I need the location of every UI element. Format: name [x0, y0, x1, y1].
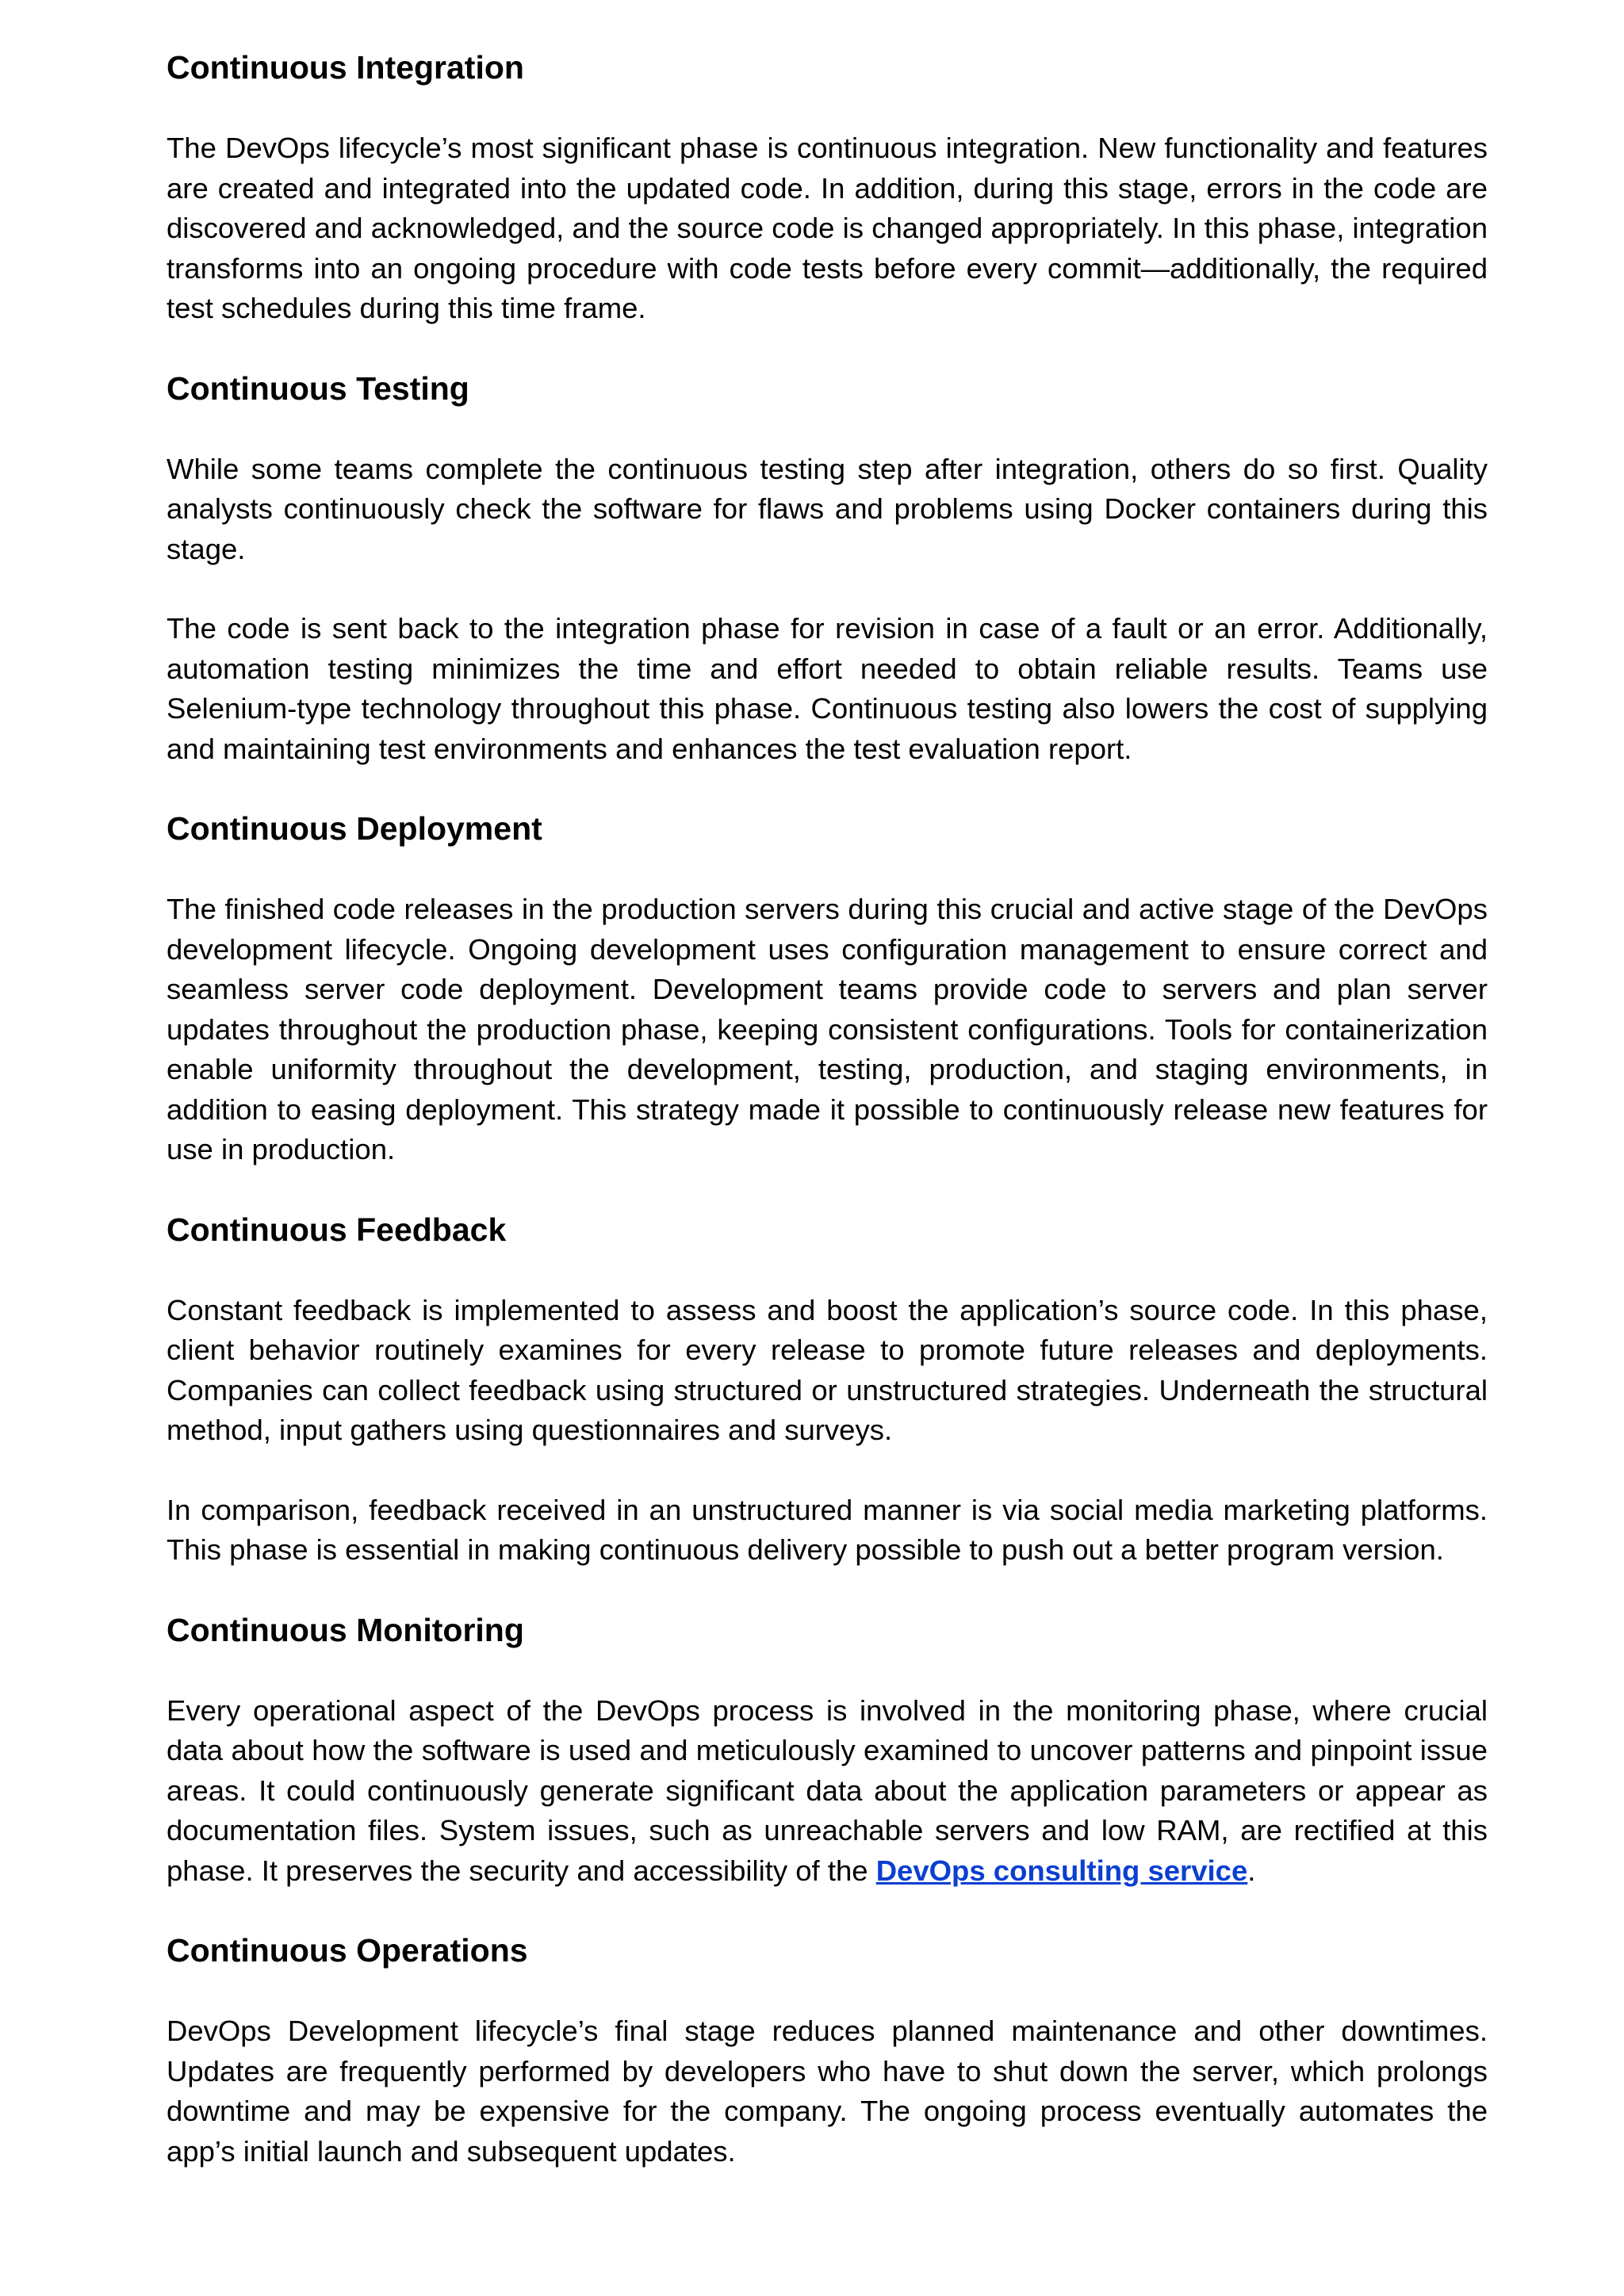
section-continuous-monitoring: [167, 1610, 1488, 1892]
paragraph: In comparison, feedback received in an unstructured manner is via social media marketing platforms. This phase is essential in making continuous delivery possible to push out a better program version.: [167, 1493, 1488, 1566]
section-heading: Continuous Testing: [167, 369, 469, 407]
document-page: [167, 48, 1488, 2211]
paragraph: DevOps Development lifecycle’s final stage reduces planned maintenance and other downtimes. Updates are frequently performed by developers who have to shut down the server, which prolongs downtime and may be expensive for the company. The ongoing process eventually automates the app’s initial launch and subsequent updates.: [167, 2015, 1488, 2168]
section-continuous-feedback: [167, 1210, 1488, 1571]
paragraph: While some teams complete the continuous testing step after integration, others do so first. Quality analysts continuously check the software for flaws and problems using Docker containers during this stage.: [167, 452, 1488, 565]
paragraph-text: Every operational aspect of the DevOps process is involved in the monitoring phase, where crucial data about how the software is used and meticulously examined to uncover patterns and pinpoint issue areas. It could continuously generate significant data about the application parameters or appear as documentation files. System issues, such as unreachable servers and low RAM, are rectified at this phase. It preserves the security and accessibility of the: [167, 1693, 1488, 1887]
paragraph: [167, 1691, 1488, 1892]
section-heading: Continuous Monitoring: [167, 1611, 524, 1648]
section-heading: Continuous Operations: [167, 1932, 528, 1969]
section-heading: Continuous Feedback: [167, 1211, 507, 1248]
section-continuous-testing: [167, 369, 1488, 770]
paragraph: The code is sent back to the integration phase for revision in case of a fault or an error. Additionally, automation testing minimizes the time and effort needed to obtain reliable results. Teams use Selenium-type technology throughout this phase. Continuous testing also lowers the cost of supplying and maintaining test environments and enhances the test evaluation report.: [167, 612, 1488, 765]
paragraph: The DevOps lifecycle’s most significant phase is continuous integration. New functionality and features are created and integrated into the updated code. In addition, during this stage, errors in the code are discovered and acknowledged, and the source code is changed appropriately. In this phase, integration transforms into an ongoing procedure with code tests before every commit—additionally, the required test schedules during this time frame.: [167, 132, 1488, 324]
section-continuous-deployment: [167, 809, 1488, 1170]
section-continuous-integration: [167, 48, 1488, 329]
paragraph: The finished code releases in the production servers during this crucial and active stage of the DevOps development lifecycle. Ongoing development uses configuration management to ensure correct and seamless server code deployment. Development teams provide code to servers and plan server updates throughout the production phase, keeping consistent configurations. Tools for containerization enable uniformity throughout the development, testing, production, and staging environments, in addition to easing deployment. This strategy made it possible to continuously release new features for use in production.: [167, 893, 1488, 1165]
devops-consulting-service-link[interactable]: DevOps consulting service: [875, 1854, 1248, 1887]
section-heading: Continuous Integration: [167, 49, 524, 86]
paragraph-text-end: .: [1247, 1854, 1256, 1887]
section-continuous-operations: [167, 1931, 1488, 2172]
section-heading: Continuous Deployment: [167, 810, 542, 847]
paragraph: Constant feedback is implemented to assess and boost the application’s source code. In this phase, client behavior routinely examines for every release to promote future releases and deployments. Companies can collect feedback using structured or unstructured strategies. Underneath the structural method, input gathers using questionnaires and surveys.: [167, 1293, 1488, 1446]
